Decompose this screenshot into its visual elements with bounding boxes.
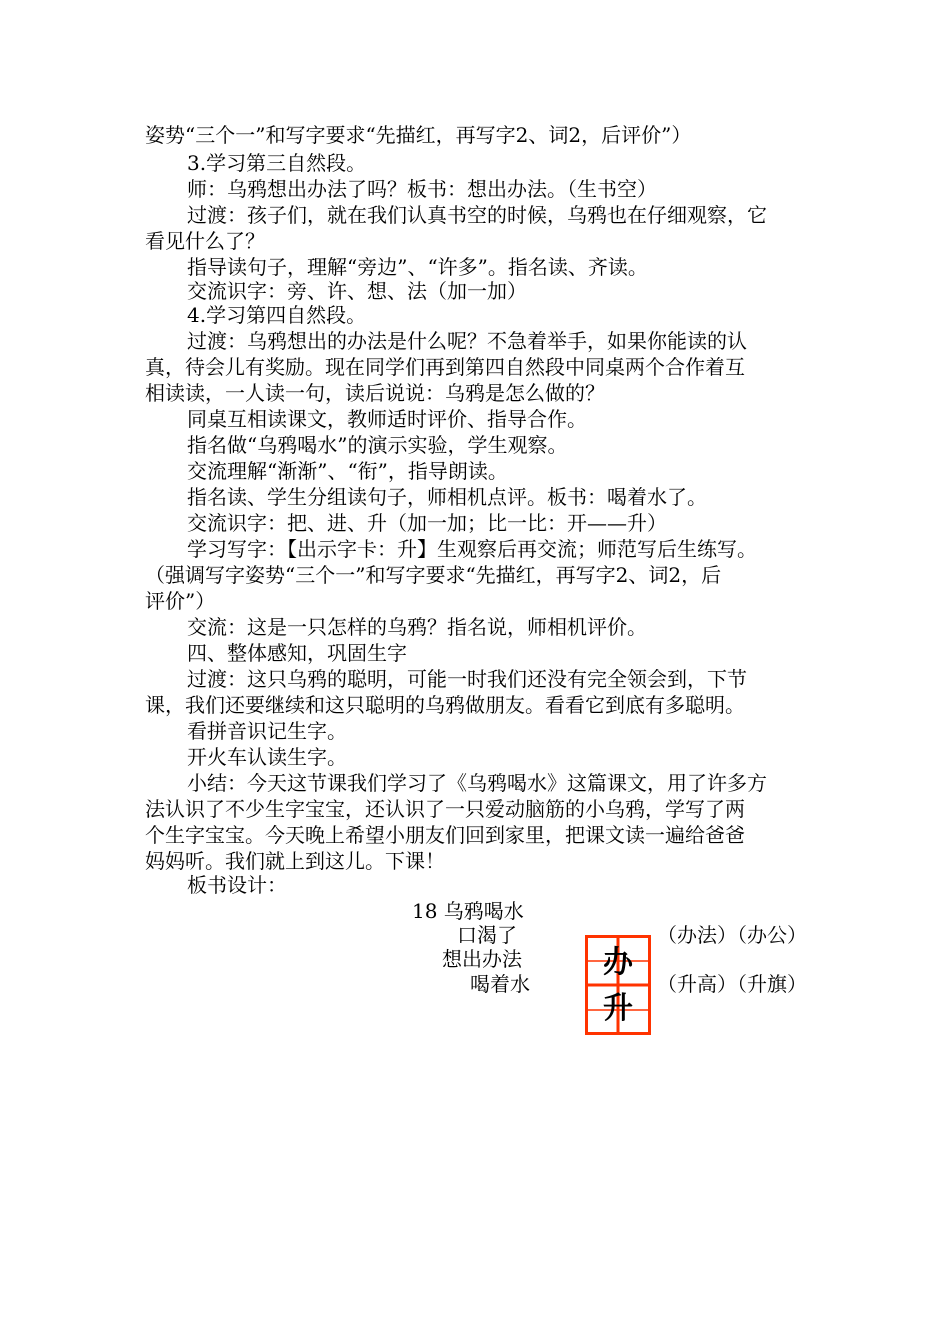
board-line: 口渴了 <box>457 923 517 947</box>
board-title: 18 乌鸦喝水 <box>412 899 524 923</box>
paragraph-line: 交流：这是一只怎样的乌鸦？指名说，师相机评价。 <box>187 615 647 639</box>
paragraph-line: 指名读、学生分组读句子，师相机点评。板书：喝着水了。 <box>187 485 707 509</box>
paragraph-line: 看见什么了？ <box>145 229 265 253</box>
paragraph-line: 姿势“三个一”和写字要求“先描红，再写字2、词2，后评价”） <box>145 123 692 147</box>
paragraph-line: 看拼音识记生字。 <box>187 719 347 743</box>
paragraph-line: 过渡：乌鸦想出的办法是什么呢？不急着举手，如果你能读的认 <box>187 329 747 353</box>
paragraph-line: 3.学习第三自然段。 <box>187 151 367 175</box>
paragraph-line: 法认识了不少生字宝宝，还认识了一只爱动脑筋的小乌鸦，学写了两 <box>145 797 745 821</box>
paragraph-line: 师：乌鸦想出办法了吗？板书：想出办法。（生书空） <box>187 177 657 201</box>
board-word-pair: （办法）（办公） <box>657 923 807 947</box>
paragraph-line: 课，我们还要继续和这只聪明的乌鸦做朋友。看看它到底有多聪明。 <box>145 693 745 717</box>
character-ban: 办 <box>603 945 633 980</box>
paragraph-line: 评价”） <box>145 589 216 613</box>
paragraph-line: 小结：今天这节课我们学习了《乌鸦喝水》这篇课文，用了许多方 <box>187 771 767 795</box>
paragraph-line: 过渡：这只乌鸦的聪明，可能一时我们还没有完全领会到，下节 <box>187 667 747 691</box>
paragraph-line: 指导读句子，理解“旁边”、“许多”。指名读、齐读。 <box>187 255 648 279</box>
board-word-pair: （升高）（升旗） <box>657 972 807 996</box>
paragraph-line: 指名做“乌鸦喝水”的演示实验，学生观察。 <box>187 433 568 457</box>
character-sheng: 升 <box>603 991 633 1026</box>
paragraph-line: 交流识字：旁、许、想、法（加一加） <box>187 279 527 303</box>
paragraph-line: （强调写字姿势“三个一”和写字要求“先描红，再写字2、词2，后 <box>145 563 722 587</box>
paragraph-line: 开火车认读生字。 <box>187 745 347 769</box>
paragraph-line: 妈妈听。我们就上到这儿。下课！ <box>145 849 445 873</box>
paragraph-line: 4.学习第四自然段。 <box>187 303 367 327</box>
paragraph-line: 交流识字：把、进、升（加一加；比一比：开——升） <box>187 511 667 535</box>
writing-grid <box>585 935 651 1035</box>
paragraph-line: 同桌互相读课文，教师适时评价、指导合作。 <box>187 407 587 431</box>
paragraph-line: 过渡：孩子们，就在我们认真书空的时候，乌鸦也在仔细观察，它 <box>187 203 767 227</box>
board-line: 想出办法 <box>442 947 522 971</box>
paragraph-line: 交流理解“渐渐”、“衔”，指导朗读。 <box>187 459 508 483</box>
paragraph-line: 学习写字：【出示字卡：升】生观察后再交流；师范写后生练写。 <box>187 537 757 561</box>
paragraph-line: 相读读，一人读一句，读后说说：乌鸦是怎么做的？ <box>145 381 605 405</box>
paragraph-line: 四、整体感知，巩固生字 <box>187 641 407 665</box>
paragraph-line: 真，待会儿有奖励。现在同学们再到第四自然段中同桌两个合作着互 <box>145 355 745 379</box>
paragraph-line: 个生字宝宝。今天晚上希望小朋友们回到家里，把课文读一遍给爸爸 <box>145 823 745 847</box>
board-design-heading: 板书设计： <box>187 873 287 897</box>
board-line: 喝着水 <box>470 972 530 996</box>
